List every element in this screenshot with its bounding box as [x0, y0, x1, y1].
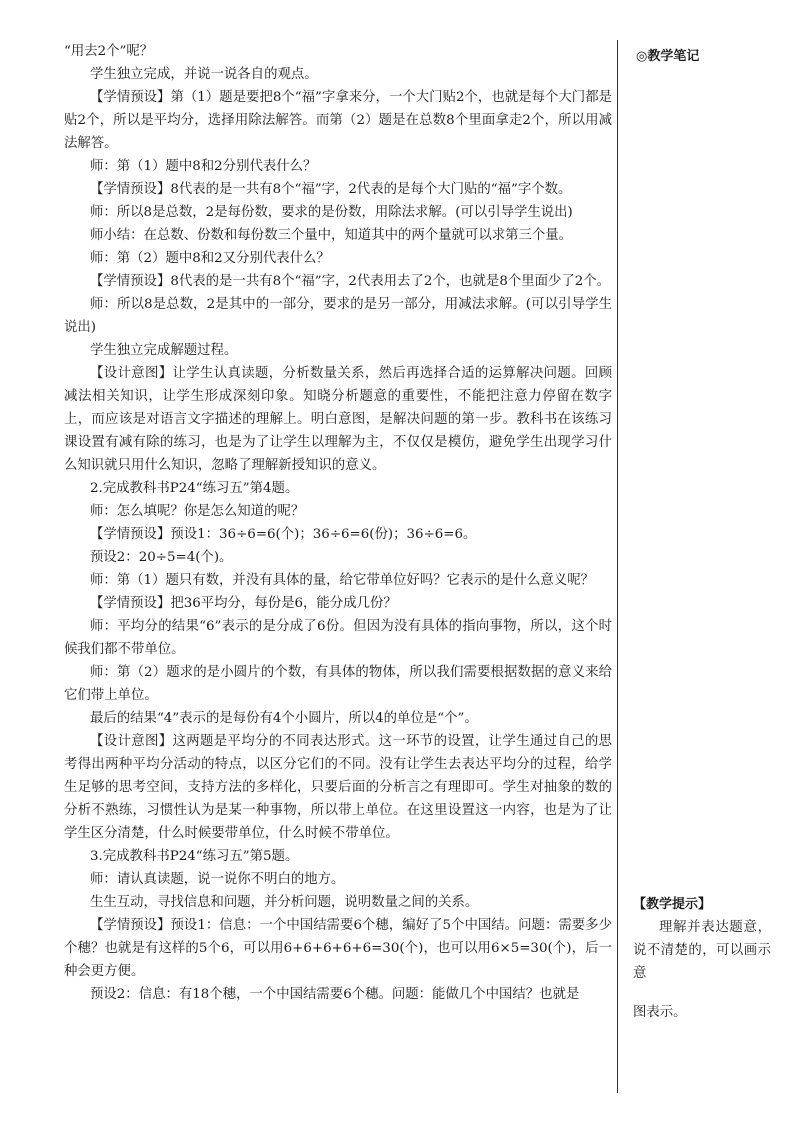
- paragraph: 【学情预设】8代表的是一共有8个“福”字，2代表用去了2个，也就是8个里面少了2个。: [90, 274, 611, 289]
- paragraph: 师：平均分的结果“6”表示的是分成了6份。但因为没有具体的指向事物，所以，这个时候我们都不带单位。: [64, 619, 612, 657]
- paragraph: 生生互动，寻找信息和问题，并分析问题，说明数量之间的关系。: [90, 895, 479, 910]
- paragraph: “用去2个”呢？: [64, 44, 154, 59]
- main-text-column: [64, 40, 612, 1006]
- paragraph: 师：第（2）题求的是小圆片的个数，有具体的物体，所以我们需要根据数据的意义来给它们带上单位。: [64, 665, 612, 703]
- paragraph: 【学情预设】预设1：36÷6=6(个)；36÷6=6(份)；36÷6=6。: [90, 527, 477, 542]
- paragraph: 师：怎么填呢？你是怎么知道的呢？: [90, 504, 305, 519]
- paragraph: 【设计意图】这两题是平均分的不同表达形式。这一环节的设置，让学生通过自己的思考得出两种平均分活动的特点，以区分它们的不同。没有让学生去表达平均分的过程，给学生足够的思考空间，支持方法的多样化，只要后面的分析言之有理即可。学生对抽象的数的分析不熟练，习惯性认为是某一种事物，所以带上单位。在这里设置这一内容，也是为了让学生区分清楚，什么时候要带单位，什么时候不带单位。: [64, 734, 612, 841]
- teaching-tip-body: 理解并表达题意，说不清楚的，可以画示意: [633, 920, 771, 981]
- teaching-tip-title: 【教学提示】: [633, 897, 712, 912]
- paragraph: 学生独立完成，并说一说各自的观点。: [90, 67, 318, 82]
- paragraph: 预设2：信息：有18个穗，一个中国结需要6个穗。问题：能做几个中国结？也就是: [90, 987, 580, 1002]
- paragraph: 最后的结果“4”表示的是每份有4个小圆片，所以4的单位是“个”。: [90, 711, 478, 726]
- paragraph: 师：所以8是总数，2是其中的一部分，要求的是另一部分，用减法求解。(可以引导学生说出): [64, 297, 612, 335]
- paragraph: 师：第（2）题中8和2又分别代表什么？: [90, 251, 330, 266]
- paragraph: 预设2：20÷5=4(个)。: [90, 550, 233, 565]
- paragraph: 师：所以8是总数，2是每份数，要求的是份数，用除法求解。(可以引导学生说出): [90, 205, 573, 220]
- paragraph: 【学情预设】把36平均分，每份是6，能分成几份？: [90, 596, 397, 611]
- paragraph: 【学情预设】预设1：信息：一个中国结需要6个穗，编好了5个中国结。问题：需要多少个穗？也就是有这样的5个6，可以用6+6+6+6+6=30(个)，也可以用6×5=30(个)，后一种会更方便。: [64, 918, 612, 979]
- paragraph: 3.完成教科书P24“练习五”第5题。: [90, 849, 299, 864]
- teaching-notes-header: ◎教学笔记: [636, 49, 700, 64]
- paragraph: 2.完成教科书P24“练习五”第4题。: [90, 481, 299, 496]
- column-divider: [617, 40, 618, 1093]
- teaching-tip-tail: 图表示。: [633, 1005, 687, 1020]
- paragraph: 学生独立完成解题过程。: [90, 343, 238, 358]
- paragraph: 师小结：在总数、份数和每份数三个量中，知道其中的两个量就可以求第三个量。: [90, 228, 573, 243]
- teaching-tip: [633, 893, 771, 1024]
- paragraph: 师：第（1）题只有数，并没有具体的量，给它带单位好吗？它表示的是什么意义呢？: [90, 573, 594, 588]
- paragraph: 师：请认真读题，说一说你不明白的地方。: [90, 872, 345, 887]
- paragraph: 【学情预设】第（1）题是要把8个“福”字拿来分，一个大门贴2个，也就是每个大门都是贴2个，所以是平均分，选择用除法解答。而第（2）题是在总数8个里面拿走2个，所以用减法解答。: [64, 90, 612, 151]
- paragraph: 【设计意图】让学生认真读题，分析数量关系，然后再选择合适的运算解决问题。回顾减法相关知识，让学生形成深刻印象。知晓分析题意的重要性，不能把注意力停留在数字上，而应该是对语言文字描述的理解上。明白意图，是解决问题的第一步。教科书在该练习课设置有减有除的练习，也是为了让学生以理解为主，不仅仅是模仿，避免学生出现学习什么知识就只用什么知识，忽略了理解新授知识的意义。: [64, 366, 612, 473]
- paragraph: 师：第（1）题中8和2分别代表什么？: [90, 159, 317, 174]
- paragraph: 【学情预设】8代表的是一共有8个“福”字，2代表的是每个大门贴的“福”字个数。: [90, 182, 572, 197]
